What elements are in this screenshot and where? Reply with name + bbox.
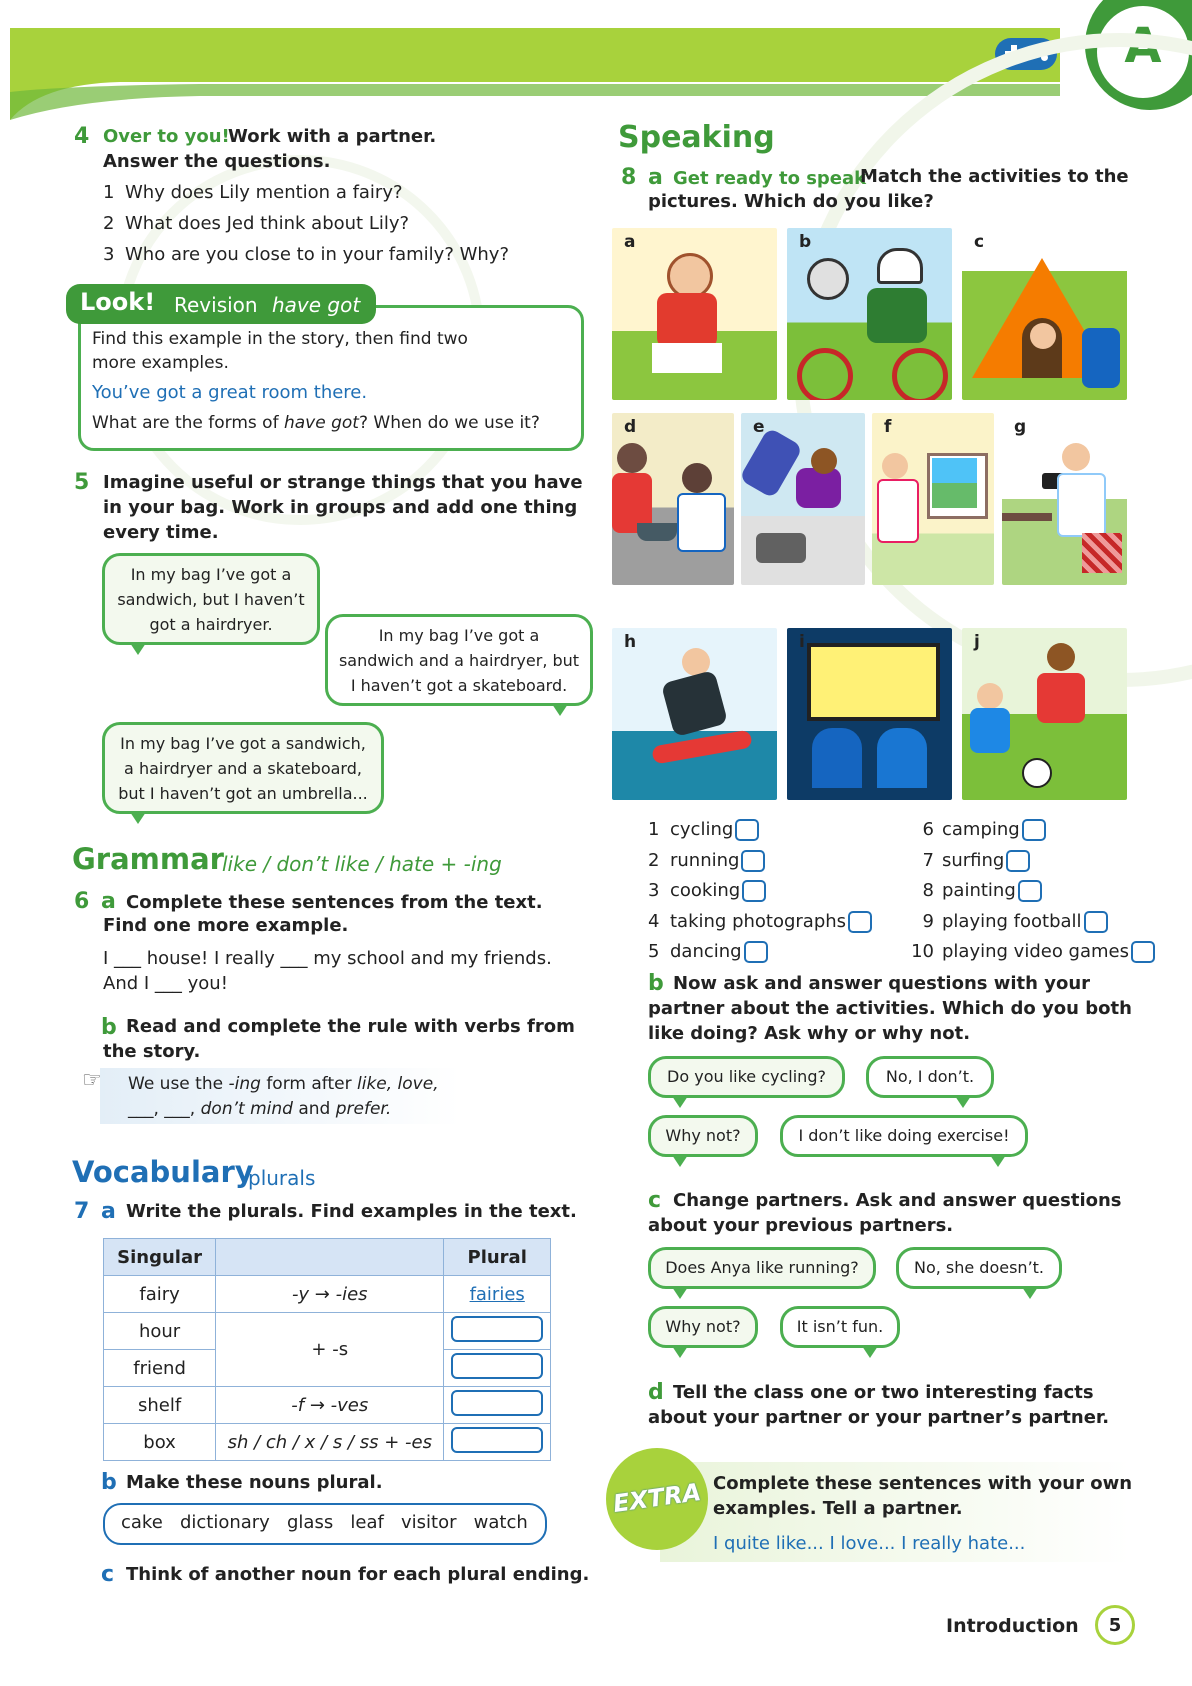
rule-cell: sh / ch / x / s / ss + -es	[216, 1424, 444, 1461]
exercise-instruction: Read and complete the rule with verbs from	[126, 1016, 575, 1037]
exercise-instruction: Make these nouns plural.	[126, 1472, 383, 1493]
bubble-tail	[130, 643, 146, 655]
speech-bubble: In my bag I’ve got a sandwich, a hairdryer and a skateboard, but I haven’t got an umbrella...	[102, 722, 384, 814]
plurals-table	[103, 1238, 551, 1461]
picture-letter: c	[974, 232, 985, 252]
rule-cell: + -s	[216, 1313, 444, 1387]
extra-badge-label: EXTRA	[611, 1477, 703, 1519]
speech-bubble: I don’t like doing exercise!	[780, 1115, 1028, 1157]
exercise-lead: Over to you!	[103, 126, 230, 147]
activity-item: 10 playing video games	[900, 937, 1155, 968]
speech-bubble: In my bag I’ve got a sandwich, but I haven’t got a hairdryer.	[102, 553, 320, 645]
vocabulary-title: Vocabulary	[72, 1155, 254, 1189]
speech-bubble: Why not?	[648, 1115, 758, 1157]
activity-item: 7 surfing	[900, 846, 1155, 877]
exercise-instruction: Think of another noun for each plural ending.	[126, 1564, 590, 1585]
exercise-instruction: Write the plurals. Find examples in the text.	[126, 1201, 577, 1222]
picture-photographs	[1002, 413, 1127, 585]
column-header	[216, 1239, 444, 1276]
exercise-instruction: Now ask and answer questions with your	[673, 973, 1091, 994]
exercise-instruction: partner about the activities. Which do you both	[648, 998, 1132, 1019]
extra-instruction: Complete these sentences with your own	[713, 1473, 1133, 1494]
exercise-instruction: Answer the questions.	[103, 151, 331, 172]
look-line: Find this example in the story, then find two	[92, 329, 468, 349]
footer-section: Introduction	[946, 1615, 1079, 1637]
exercise-letter: a	[101, 889, 116, 914]
grammar-subtitle: like / don’t like / hate + -ing	[222, 852, 502, 876]
exercise-number: 7	[74, 1199, 90, 1224]
picture-running	[612, 228, 777, 400]
vocabulary-subtitle: plurals	[248, 1166, 316, 1190]
speech-bubble: No, I don’t.	[866, 1056, 994, 1098]
picture-letter: i	[799, 632, 805, 652]
page-number: 5	[1108, 1615, 1122, 1636]
exercise-instruction: every time.	[103, 522, 219, 543]
exercise-instruction: Match the activities to the	[860, 166, 1129, 187]
answer-box[interactable]	[1022, 819, 1046, 841]
answer-box[interactable]	[741, 850, 765, 872]
picture-letter: b	[799, 232, 812, 252]
picture-dancing	[741, 413, 865, 585]
singular-cell: friend	[104, 1350, 216, 1387]
activity-item: 8 painting	[900, 876, 1155, 907]
noun-list: cake dictionary glass leaf visitor watch	[121, 1512, 528, 1533]
bubble-tail	[552, 704, 568, 716]
activity-list-left	[648, 815, 872, 968]
exercise-lead: Get ready to speak	[673, 168, 867, 189]
activity-item: 3 cooking	[648, 876, 872, 907]
speech-bubble: No, she doesn’t.	[896, 1247, 1062, 1289]
plural-answer-cell[interactable]	[444, 1387, 551, 1424]
question-item: 1 Why does Lily mention a fairy?	[103, 182, 403, 203]
picture-letter: f	[884, 417, 892, 437]
look-example: You’ve got a great room there.	[92, 382, 368, 403]
exercise-number: 5	[74, 470, 90, 495]
exercise-instruction: the story.	[103, 1041, 201, 1062]
bubble-tail	[955, 1096, 971, 1108]
gap-sentence: And I ___ you!	[103, 973, 228, 994]
look-question: What are the forms of have got? When do we use it?	[92, 413, 540, 433]
answer-box[interactable]	[742, 880, 766, 902]
look-title-tab	[66, 284, 376, 324]
exercise-letter: d	[648, 1380, 664, 1405]
picture-letter: d	[624, 417, 637, 437]
exercise-instruction: in your bag. Work in groups and add one thing	[103, 497, 578, 518]
exercise-letter: b	[648, 971, 664, 996]
answer-box[interactable]	[1084, 911, 1108, 933]
activity-list-right	[900, 815, 1155, 968]
plural-cell: fairies	[444, 1276, 551, 1313]
picture-painting	[872, 413, 994, 585]
exercise-letter: a	[648, 165, 663, 190]
speaking-title: Speaking	[618, 120, 775, 155]
exercise-instruction: about your previous partners.	[648, 1215, 954, 1236]
rule-cell: -y → -ies	[216, 1276, 444, 1313]
question-item: 3 Who are you close to in your family? Why?	[103, 244, 510, 265]
answer-box[interactable]	[451, 1353, 543, 1379]
exercise-letter: c	[648, 1188, 662, 1213]
bubble-tail	[672, 1096, 688, 1108]
rule-line: We use the -ing form after like, love,	[128, 1074, 439, 1094]
activity-item: 4 taking photographs	[648, 907, 872, 938]
activity-item: 6 camping	[900, 815, 1155, 846]
bubble-tail	[672, 1287, 688, 1299]
bubble-tail	[672, 1155, 688, 1167]
bubble-tail	[1022, 1287, 1038, 1299]
exercise-instruction: Change partners. Ask and answer questions	[673, 1190, 1122, 1211]
activity-item: 1 cycling	[648, 815, 872, 846]
rule-line: ___, ___, don’t mind and prefer.	[128, 1099, 392, 1119]
plural-answer-cell[interactable]	[444, 1350, 551, 1387]
bubble-tail	[672, 1346, 688, 1358]
grammar-title: Grammar	[72, 842, 224, 876]
exercise-instruction: Complete these sentences from the text.	[126, 892, 543, 913]
exercise-instruction: Find one more example.	[103, 915, 349, 936]
singular-cell: hour	[104, 1313, 216, 1350]
singular-cell: shelf	[104, 1387, 216, 1424]
exercise-letter: b	[101, 1015, 117, 1040]
exercise-instruction: about your partner or your partner’s partner.	[648, 1407, 1110, 1428]
picture-football	[962, 628, 1127, 800]
picture-letter: j	[974, 632, 980, 652]
plural-answer-cell[interactable]	[444, 1313, 551, 1350]
look-line: more examples.	[92, 353, 229, 373]
gap-sentence: I ___ house! I really ___ my school and my friends.	[103, 948, 552, 969]
speech-bubble: In my bag I’ve got a sandwich and a hairdryer, but I haven’t got a skateboard.	[325, 614, 593, 706]
table-row	[104, 1313, 551, 1350]
bubble-tail	[130, 812, 146, 824]
speech-bubble: Does Anya like running?	[648, 1247, 876, 1289]
answer-box[interactable]	[451, 1316, 543, 1342]
extra-badge	[606, 1448, 708, 1550]
picture-camping	[962, 228, 1127, 400]
answer-box[interactable]	[451, 1390, 543, 1416]
table-row	[104, 1424, 551, 1461]
speech-bubble: It isn’t fun.	[780, 1306, 900, 1348]
exercise-instruction: Imagine useful or strange things that you have	[103, 472, 583, 493]
activity-item: 5 dancing	[648, 937, 872, 968]
column-header: Singular	[104, 1239, 216, 1276]
activity-item: 2 running	[648, 846, 872, 877]
extra-prompts: I quite like... I love... I really hate...	[713, 1533, 1026, 1554]
page-number-badge	[1095, 1605, 1135, 1645]
unit-letter: A	[1124, 18, 1162, 74]
picture-cooking	[612, 413, 734, 585]
table-header-row	[104, 1239, 551, 1276]
exercise-letter: a	[101, 1199, 116, 1224]
speech-bubble: Do you like cycling?	[648, 1056, 845, 1098]
look-subtitle: Revision	[174, 293, 258, 317]
table-row	[104, 1276, 551, 1313]
exercise-letter: b	[101, 1470, 117, 1495]
table-row	[104, 1387, 551, 1424]
answer-box[interactable]	[451, 1427, 543, 1453]
column-header: Plural	[444, 1239, 551, 1276]
question-item: 2 What does Jed think about Lily?	[103, 213, 410, 234]
look-subtitle-italic: have got	[272, 293, 361, 317]
bubble-tail	[862, 1346, 878, 1358]
activity-item: 9 playing football	[900, 907, 1155, 938]
rule-cell: -f → -ves	[216, 1387, 444, 1424]
answer-box[interactable]	[744, 941, 768, 963]
picture-video-games	[787, 628, 952, 800]
picture-letter: e	[753, 417, 765, 437]
speech-bubble: Why not?	[648, 1306, 758, 1348]
answer-box[interactable]	[848, 911, 872, 933]
bubble-tail	[990, 1155, 1006, 1167]
plural-answer-cell[interactable]	[444, 1424, 551, 1461]
answer-box[interactable]	[1131, 941, 1155, 963]
picture-letter: a	[624, 232, 636, 252]
answer-box[interactable]	[1018, 880, 1042, 902]
extra-instruction: examples. Tell a partner.	[713, 1498, 963, 1519]
exercise-instruction: Work with a partner.	[228, 126, 437, 147]
picture-cycling	[787, 228, 952, 400]
picture-letter: g	[1014, 417, 1027, 437]
exercise-number: 6	[74, 889, 90, 914]
exercise-instruction: pictures. Which do you like?	[648, 191, 934, 212]
exercise-number: 8	[621, 165, 637, 190]
singular-cell: fairy	[104, 1276, 216, 1313]
exercise-letter: c	[101, 1562, 115, 1587]
pointing-hand-icon: ☞	[82, 1068, 102, 1093]
singular-cell: box	[104, 1424, 216, 1461]
answer-box[interactable]	[1006, 850, 1030, 872]
nouns-box	[103, 1503, 547, 1545]
exercise-number: 4	[74, 124, 90, 149]
exercise-instruction: Tell the class one or two interesting facts	[673, 1382, 1094, 1403]
exercise-instruction: like doing? Ask why or why not.	[648, 1023, 971, 1044]
answer-box[interactable]	[735, 819, 759, 841]
look-title: Look!	[80, 288, 156, 316]
picture-surfing	[612, 628, 777, 800]
picture-letter: h	[624, 632, 637, 652]
